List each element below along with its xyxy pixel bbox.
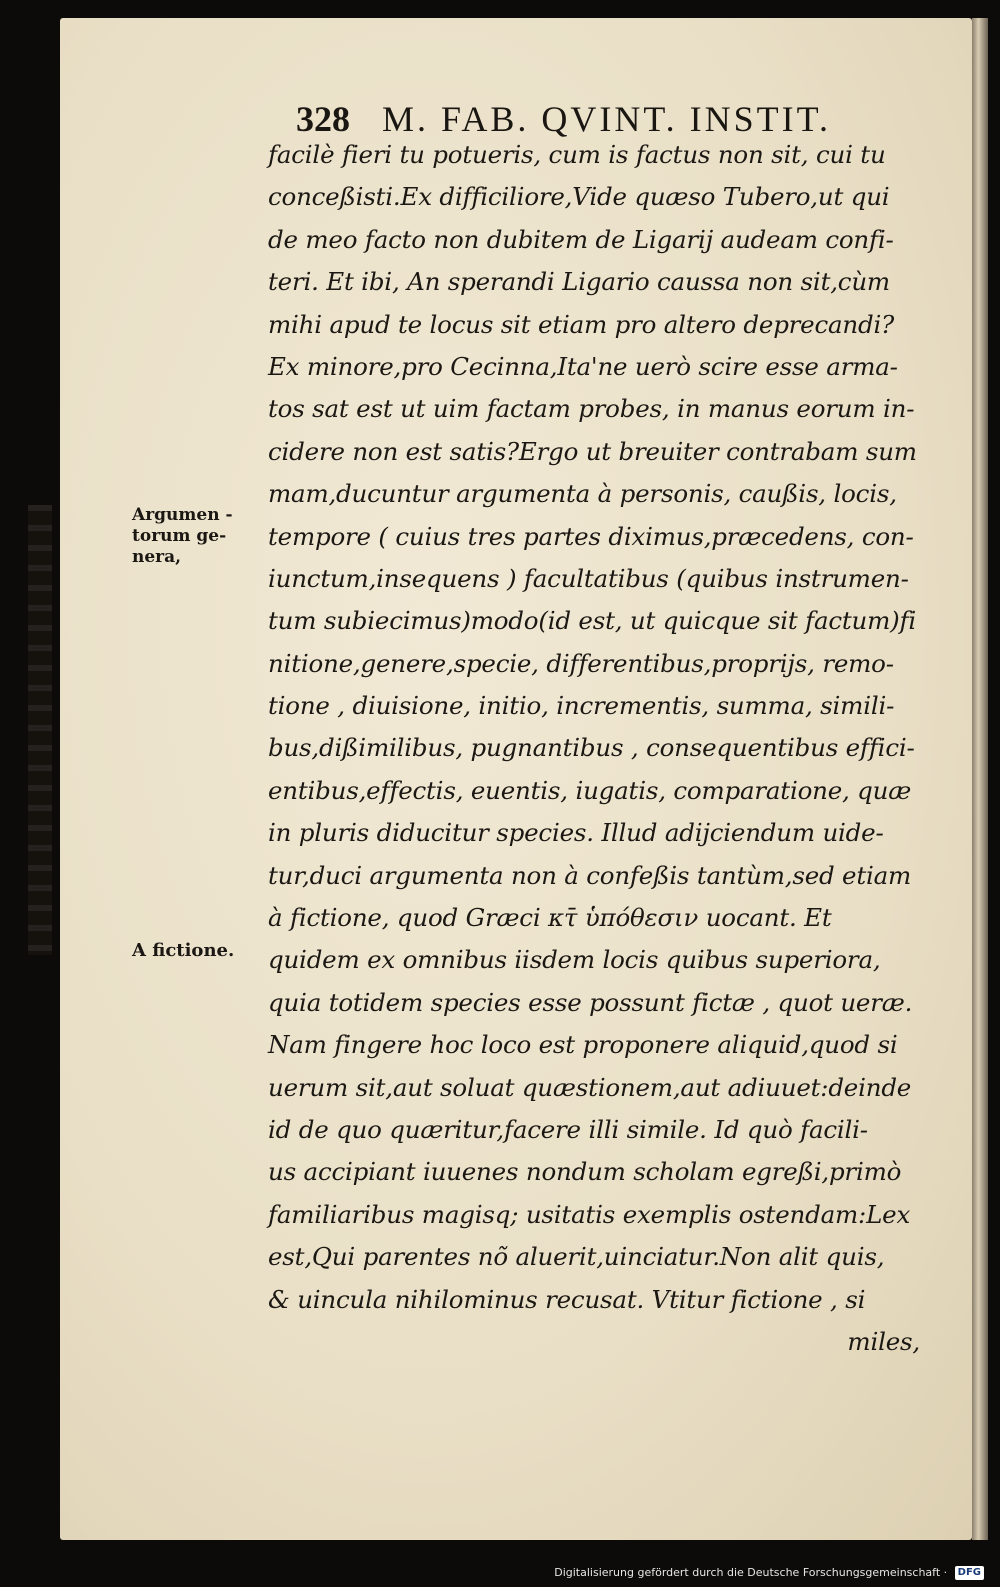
text-line: Ex minore,pro Cecinna,Ita'ne uerò scire esse arma-	[268, 351, 898, 381]
text-line: conceßisti.Ex difficiliore,Vide quæso Tubero,ut qui	[268, 182, 890, 212]
text-line: à fictione, quod Græci κτ̄ ὑπόθεσιν uocant. Et	[268, 903, 832, 933]
text-line: uerum sit,aut soluat quæstionem,aut adiuuet:deinde	[268, 1072, 912, 1102]
text-line: tione , diuisione, initio, incrementis, summa, simili-	[268, 691, 895, 721]
credit-text: Digitalisierung gefördert durch die Deutsche Forschungsgemeinschaft ·	[554, 1566, 948, 1579]
body-text	[268, 134, 948, 1363]
page-gutter-edge	[972, 18, 988, 1540]
text-line: nitione,genere,specie, differentibus,proprijs, remo-	[268, 648, 894, 678]
text-line: bus,dißimilibus, pugnantibus , consequentibus effici-	[268, 733, 915, 763]
text-line: facilè fieri tu potueris, cum is factus non sit, cui tu	[268, 140, 886, 169]
text-line: tempore ( cuius tres partes diximus,præcedens, con-	[268, 521, 914, 551]
text-line: cidere non est satis?Ergo ut breuiter contrabam sum	[268, 436, 917, 466]
text-line: est,Qui parentes nõ aluerit,uinciatur.Non alit quis,	[268, 1242, 885, 1272]
text-line: us accipiant iuuenes nondum scholam egreßi,primò	[268, 1157, 902, 1187]
text-line: tur,duci argumenta non à confeßis tantùm,sed etiam	[268, 860, 912, 890]
text-line: mihi apud te locus sit etiam pro altero deprecandi?	[268, 309, 895, 339]
text-line: quidem ex omnibus iisdem locis quibus superiora,	[268, 945, 881, 975]
text-line: mam,ducuntur argumenta à personis, caußis, locis,	[268, 479, 897, 509]
text-line: entibus,effectis, euentis, iugatis, comparatione, quæ	[268, 775, 912, 805]
running-header	[296, 98, 896, 138]
text-line: tos sat est ut uim factam probes, in manus eorum in-	[268, 394, 915, 424]
dfg-logo: DFG	[955, 1566, 984, 1580]
catchword: miles,	[847, 1326, 920, 1356]
page-number: 328	[296, 99, 350, 139]
text-line: de meo facto non dubitem de Ligarij audeam confi-	[268, 224, 894, 254]
facing-page-bleedthrough	[28, 505, 52, 955]
digitization-credit	[554, 1563, 984, 1583]
marginal-note-fictione: A fictione.	[132, 940, 235, 961]
text-line: id de quo quæritur,facere illi simile. Id quò facili-	[268, 1114, 868, 1144]
text-line: quia totidem species esse possunt fictæ , quot ueræ.	[268, 987, 913, 1017]
text-line: iunctum,insequens ) facultatibus (quibus instrumen-	[268, 563, 909, 593]
text-line: in pluris diducitur species. Illud adijciendum uide-	[268, 818, 884, 848]
running-title: M. FAB. QVINT. INSTIT.	[382, 99, 831, 139]
text-line: & uincula nihilominus recusat. Vtitur fictione , si	[268, 1284, 866, 1314]
text-line: teri. Et ibi, An sperandi Ligario caussa non sit,cùm	[268, 267, 890, 297]
text-line: familiaribus magisq; usitatis exemplis ostendam:Lex	[268, 1199, 911, 1229]
marginal-note-argumentorum: Argumen - torum ge- nera,	[132, 505, 233, 567]
text-line: tum subiecimus)modo(id est, ut quicque sit factum)fi	[268, 606, 917, 636]
text-line: Nam fingere hoc loco est proponere aliquid,quod si	[268, 1030, 898, 1060]
